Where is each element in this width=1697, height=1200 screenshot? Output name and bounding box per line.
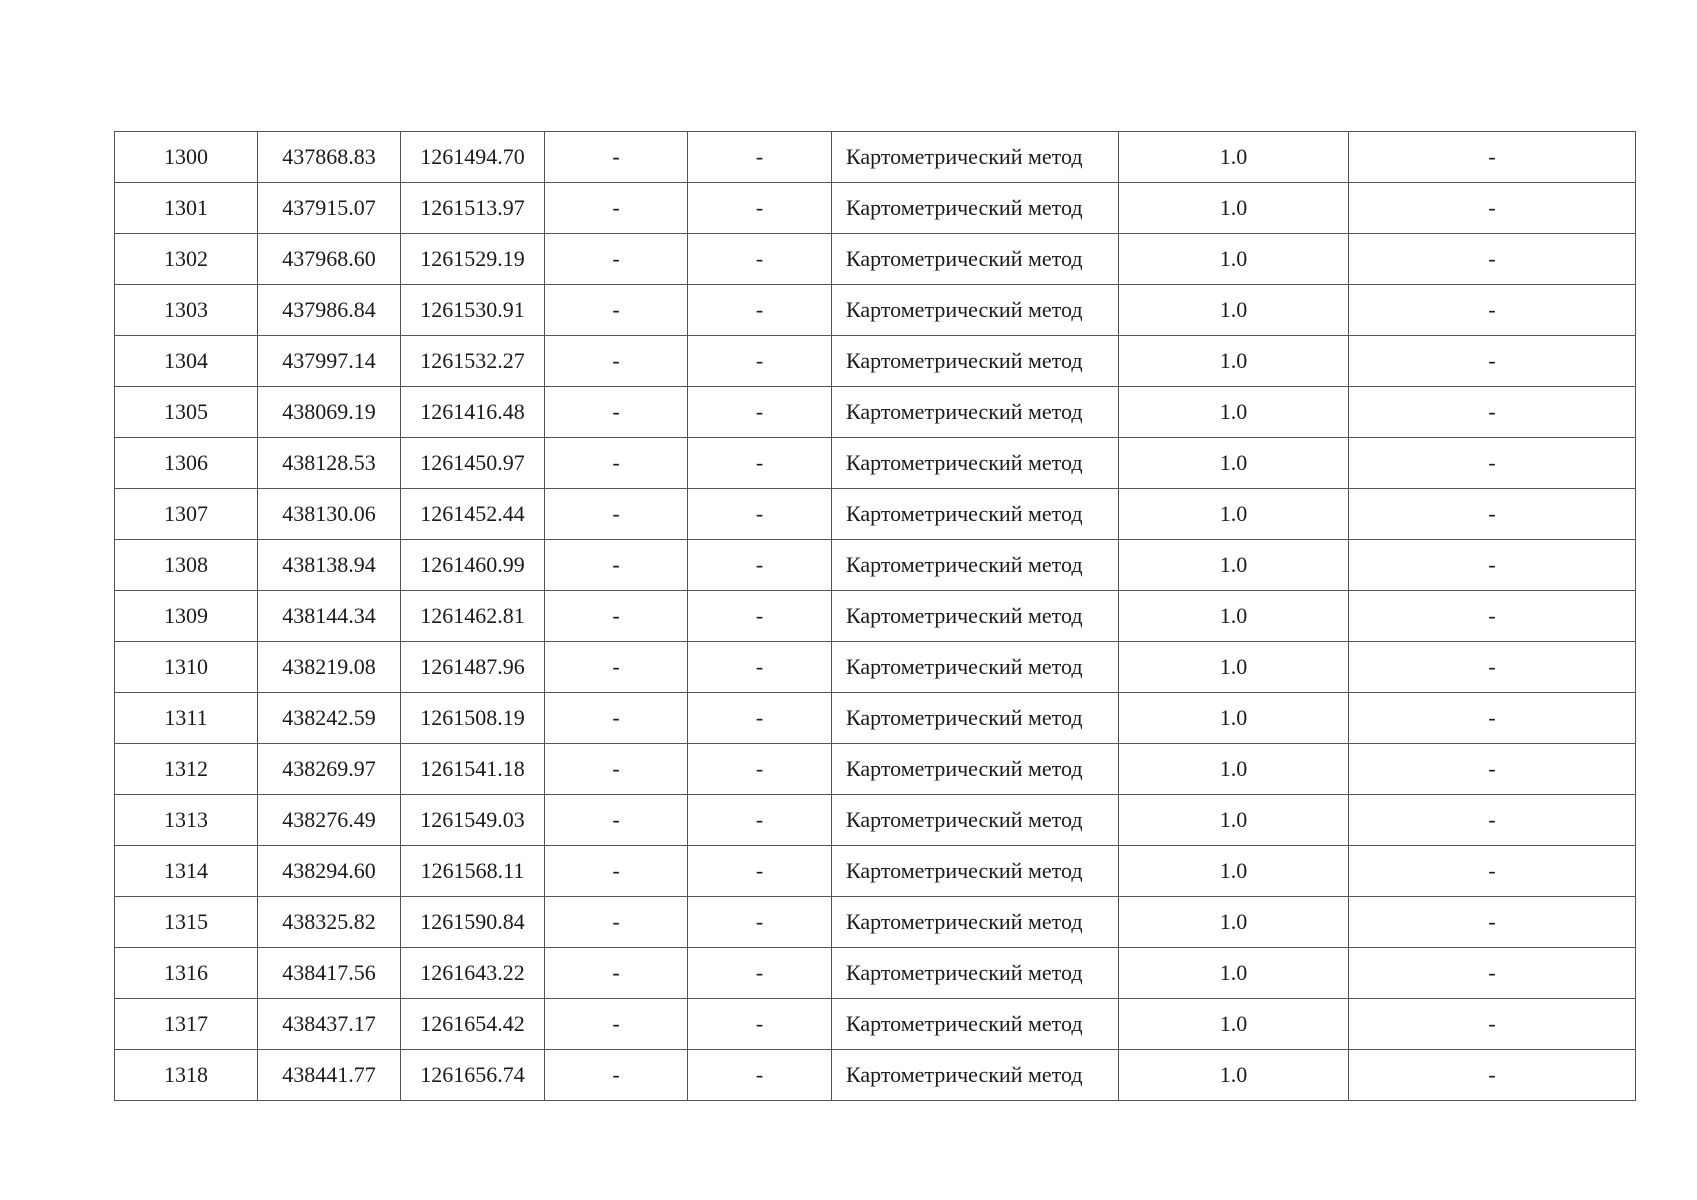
point-number-cell: 1314 [115,846,258,897]
description-cell: - [1349,489,1636,540]
table-row [115,489,1636,540]
method-cell: Картометрический метод [832,387,1119,438]
accuracy-cell: 1.0 [1119,489,1349,540]
empty-value-cell: - [545,897,688,948]
accuracy-cell: 1.0 [1119,642,1349,693]
y-coordinate-cell: 1261549.03 [401,795,545,846]
y-coordinate-cell: 1261656.74 [401,1050,545,1101]
table-row [115,948,1636,999]
accuracy-cell: 1.0 [1119,744,1349,795]
description-cell: - [1349,132,1636,183]
empty-value-cell: - [688,693,832,744]
point-number-cell: 1318 [115,1050,258,1101]
x-coordinate-cell: 438294.60 [258,846,401,897]
table-row [115,234,1636,285]
y-coordinate-cell: 1261450.97 [401,438,545,489]
point-number-cell: 1303 [115,285,258,336]
method-cell: Картометрический метод [832,897,1119,948]
y-coordinate-cell: 1261541.18 [401,744,545,795]
accuracy-cell: 1.0 [1119,1050,1349,1101]
table-row [115,897,1636,948]
point-number-cell: 1304 [115,336,258,387]
y-coordinate-cell: 1261460.99 [401,540,545,591]
point-number-cell: 1300 [115,132,258,183]
table-row [115,744,1636,795]
empty-value-cell: - [688,540,832,591]
table-row [115,591,1636,642]
point-number-cell: 1313 [115,795,258,846]
point-number-cell: 1305 [115,387,258,438]
accuracy-cell: 1.0 [1119,183,1349,234]
method-cell: Картометрический метод [832,489,1119,540]
table-row [115,540,1636,591]
point-number-cell: 1308 [115,540,258,591]
table-row [115,1050,1636,1101]
empty-value-cell: - [545,336,688,387]
x-coordinate-cell: 438325.82 [258,897,401,948]
y-coordinate-cell: 1261487.96 [401,642,545,693]
method-cell: Картометрический метод [832,540,1119,591]
description-cell: - [1349,234,1636,285]
coordinates-table-body [115,132,1636,1101]
point-number-cell: 1312 [115,744,258,795]
method-cell: Картометрический метод [832,183,1119,234]
coordinates-table [114,131,1636,1101]
accuracy-cell: 1.0 [1119,438,1349,489]
empty-value-cell: - [688,897,832,948]
empty-value-cell: - [545,948,688,999]
description-cell: - [1349,438,1636,489]
empty-value-cell: - [545,1050,688,1101]
empty-value-cell: - [688,999,832,1050]
accuracy-cell: 1.0 [1119,132,1349,183]
accuracy-cell: 1.0 [1119,234,1349,285]
point-number-cell: 1315 [115,897,258,948]
x-coordinate-cell: 438069.19 [258,387,401,438]
point-number-cell: 1316 [115,948,258,999]
x-coordinate-cell: 438437.17 [258,999,401,1050]
description-cell: - [1349,948,1636,999]
x-coordinate-cell: 437997.14 [258,336,401,387]
accuracy-cell: 1.0 [1119,693,1349,744]
empty-value-cell: - [688,132,832,183]
table-row [115,183,1636,234]
method-cell: Картометрический метод [832,642,1119,693]
table-row [115,693,1636,744]
table-row [115,132,1636,183]
point-number-cell: 1307 [115,489,258,540]
empty-value-cell: - [545,387,688,438]
method-cell: Картометрический метод [832,336,1119,387]
description-cell: - [1349,744,1636,795]
y-coordinate-cell: 1261654.42 [401,999,545,1050]
y-coordinate-cell: 1261532.27 [401,336,545,387]
description-cell: - [1349,693,1636,744]
y-coordinate-cell: 1261452.44 [401,489,545,540]
x-coordinate-cell: 438219.08 [258,642,401,693]
y-coordinate-cell: 1261494.70 [401,132,545,183]
accuracy-cell: 1.0 [1119,999,1349,1050]
method-cell: Картометрический метод [832,948,1119,999]
method-cell: Картометрический метод [832,591,1119,642]
accuracy-cell: 1.0 [1119,285,1349,336]
empty-value-cell: - [688,846,832,897]
empty-value-cell: - [545,132,688,183]
x-coordinate-cell: 438242.59 [258,693,401,744]
y-coordinate-cell: 1261530.91 [401,285,545,336]
empty-value-cell: - [545,795,688,846]
x-coordinate-cell: 438130.06 [258,489,401,540]
y-coordinate-cell: 1261513.97 [401,183,545,234]
x-coordinate-cell: 437968.60 [258,234,401,285]
empty-value-cell: - [688,438,832,489]
x-coordinate-cell: 438138.94 [258,540,401,591]
description-cell: - [1349,591,1636,642]
table-row [115,387,1636,438]
x-coordinate-cell: 438441.77 [258,1050,401,1101]
accuracy-cell: 1.0 [1119,948,1349,999]
empty-value-cell: - [688,183,832,234]
description-cell: - [1349,1050,1636,1101]
empty-value-cell: - [688,387,832,438]
point-number-cell: 1306 [115,438,258,489]
point-number-cell: 1310 [115,642,258,693]
description-cell: - [1349,540,1636,591]
y-coordinate-cell: 1261643.22 [401,948,545,999]
empty-value-cell: - [545,693,688,744]
empty-value-cell: - [545,234,688,285]
method-cell: Картометрический метод [832,285,1119,336]
table-row [115,438,1636,489]
description-cell: - [1349,387,1636,438]
table-row [115,285,1636,336]
description-cell: - [1349,642,1636,693]
empty-value-cell: - [688,744,832,795]
table-row [115,846,1636,897]
point-number-cell: 1302 [115,234,258,285]
empty-value-cell: - [688,948,832,999]
table-row [115,642,1636,693]
point-number-cell: 1311 [115,693,258,744]
y-coordinate-cell: 1261590.84 [401,897,545,948]
accuracy-cell: 1.0 [1119,897,1349,948]
method-cell: Картометрический метод [832,744,1119,795]
empty-value-cell: - [688,795,832,846]
accuracy-cell: 1.0 [1119,336,1349,387]
accuracy-cell: 1.0 [1119,795,1349,846]
x-coordinate-cell: 438276.49 [258,795,401,846]
empty-value-cell: - [688,591,832,642]
point-number-cell: 1301 [115,183,258,234]
point-number-cell: 1317 [115,999,258,1050]
x-coordinate-cell: 438269.97 [258,744,401,795]
empty-value-cell: - [688,642,832,693]
description-cell: - [1349,183,1636,234]
table-row [115,336,1636,387]
table-row [115,999,1636,1050]
empty-value-cell: - [688,1050,832,1101]
method-cell: Картометрический метод [832,999,1119,1050]
y-coordinate-cell: 1261568.11 [401,846,545,897]
accuracy-cell: 1.0 [1119,540,1349,591]
empty-value-cell: - [545,540,688,591]
empty-value-cell: - [545,744,688,795]
empty-value-cell: - [688,285,832,336]
method-cell: Картометрический метод [832,846,1119,897]
empty-value-cell: - [545,285,688,336]
method-cell: Картометрический метод [832,438,1119,489]
x-coordinate-cell: 437915.07 [258,183,401,234]
empty-value-cell: - [545,591,688,642]
method-cell: Картометрический метод [832,234,1119,285]
description-cell: - [1349,336,1636,387]
description-cell: - [1349,795,1636,846]
accuracy-cell: 1.0 [1119,387,1349,438]
method-cell: Картометрический метод [832,795,1119,846]
x-coordinate-cell: 438417.56 [258,948,401,999]
accuracy-cell: 1.0 [1119,591,1349,642]
empty-value-cell: - [688,336,832,387]
x-coordinate-cell: 438128.53 [258,438,401,489]
description-cell: - [1349,999,1636,1050]
y-coordinate-cell: 1261529.19 [401,234,545,285]
empty-value-cell: - [688,489,832,540]
point-number-cell: 1309 [115,591,258,642]
x-coordinate-cell: 437868.83 [258,132,401,183]
y-coordinate-cell: 1261508.19 [401,693,545,744]
empty-value-cell: - [545,489,688,540]
x-coordinate-cell: 437986.84 [258,285,401,336]
y-coordinate-cell: 1261462.81 [401,591,545,642]
description-cell: - [1349,285,1636,336]
x-coordinate-cell: 438144.34 [258,591,401,642]
description-cell: - [1349,897,1636,948]
empty-value-cell: - [545,183,688,234]
description-cell: - [1349,846,1636,897]
accuracy-cell: 1.0 [1119,846,1349,897]
y-coordinate-cell: 1261416.48 [401,387,545,438]
empty-value-cell: - [688,234,832,285]
empty-value-cell: - [545,438,688,489]
empty-value-cell: - [545,999,688,1050]
empty-value-cell: - [545,642,688,693]
method-cell: Картометрический метод [832,693,1119,744]
method-cell: Картометрический метод [832,1050,1119,1101]
table-row [115,795,1636,846]
empty-value-cell: - [545,846,688,897]
method-cell: Картометрический метод [832,132,1119,183]
